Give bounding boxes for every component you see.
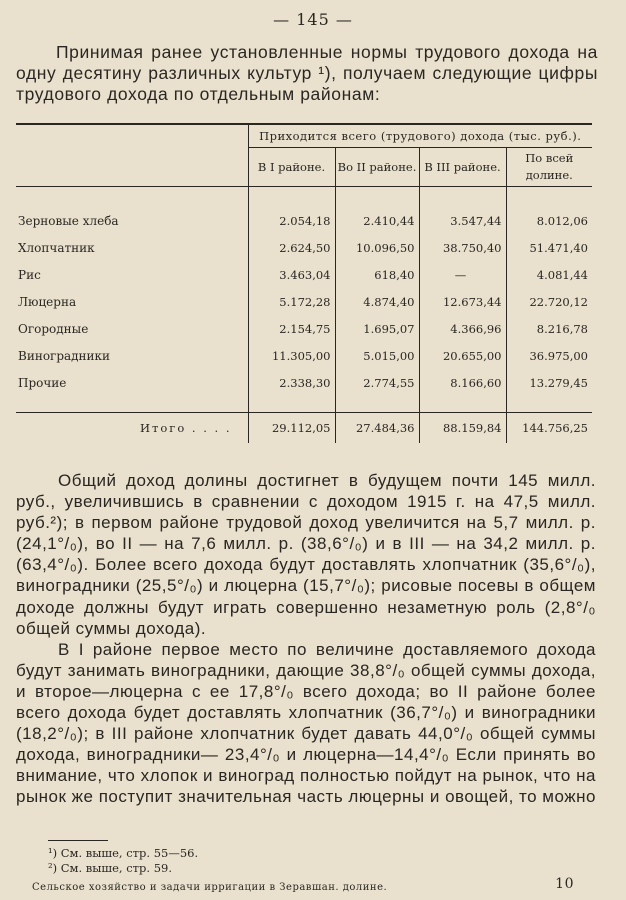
cell-value: 5.015,00 <box>335 342 419 369</box>
cell-value: — <box>419 261 506 288</box>
cell-value: 2.338,30 <box>248 369 335 396</box>
page-footer <box>32 876 592 893</box>
cell-value: 8.216,78 <box>506 315 592 342</box>
table-row <box>16 261 592 288</box>
signature-mark: 10 <box>555 876 574 892</box>
row-label: Виноградники <box>18 348 111 363</box>
column-header: По всей долине. <box>506 148 592 187</box>
table-row <box>16 288 592 315</box>
cell-value: 2.154,75 <box>248 315 335 342</box>
total-label: Итого . . . . <box>16 413 248 444</box>
cell-value: 4.874,40 <box>335 288 419 315</box>
cell-value: 3.547,44 <box>419 207 506 234</box>
row-label: Хлопчатник <box>18 240 95 255</box>
cell-value: 11.305,00 <box>248 342 335 369</box>
cell-value: 4.366,96 <box>419 315 506 342</box>
income-table <box>16 123 592 443</box>
cell-value: 1.695,07 <box>335 315 419 342</box>
body-paragraph: В I районе первое место по величине доставляемого дохода будут занимать виноградники, дающие 38,8°/₀ общей суммы дохода, и второе—люцерна с ее 17,8°/₀ всего дохода; во II районе более всего дохода будет доставлять хлопчатник (36,7°/₀) и виноградники (18,2°/₀); в III районе хлопчатник будет давать 44,0°/₀ общей суммы дохода, виноградники— 23,4°/₀ и люцерна—14,4°/₀ Если принять во внимание, что хлопок и виноград полностью пойдут на рынок, что на рынок же поступит значительная часть люцерны и овощей, то можно <box>16 639 596 807</box>
cell-value: 3.463,04 <box>248 261 335 288</box>
column-header: Во II районе. <box>335 148 419 187</box>
cell-value: 12.673,44 <box>419 288 506 315</box>
cell-value: 2.624,50 <box>248 234 335 261</box>
footnote: ¹) См. выше, стр. 55—56. <box>48 846 199 860</box>
row-label: Прочие <box>18 375 67 390</box>
row-label: Рис <box>18 267 41 282</box>
cell-value: 2.410,44 <box>335 207 419 234</box>
cell-value: 20.655,00 <box>419 342 506 369</box>
footnote: ²) См. выше, стр. 59. <box>48 861 173 875</box>
table-row <box>16 342 592 369</box>
total-value: 27.484,36 <box>335 413 419 444</box>
page-number: — 145 — <box>273 10 353 29</box>
cell-value: 2.774,55 <box>335 369 419 396</box>
row-label: Огородные <box>18 321 89 336</box>
cell-value: 5.172,28 <box>248 288 335 315</box>
cell-value: 618,40 <box>335 261 419 288</box>
cell-value: 8.166,60 <box>419 369 506 396</box>
table-row <box>16 369 592 396</box>
cell-value: 38.750,40 <box>419 234 506 261</box>
cell-value: 10.096,50 <box>335 234 419 261</box>
footnote-divider <box>48 840 108 841</box>
cell-value: 2.054,18 <box>248 207 335 234</box>
row-label: Зерновые хлеба <box>18 213 119 228</box>
footnotes <box>48 846 548 876</box>
body-text <box>16 470 596 808</box>
table-row <box>16 315 592 342</box>
body-paragraph: Общий доход долины достигнет в будущем почти 145 милл. руб., увеличившись в сравнении с доходом 1915 г. на 47,5 милл. руб.²); в первом районе трудовой доход увеличится на 5,7 милл. р. (24,1°/₀), во II — на 7,6 милл. р. (38,6°/₀) и в III — на 34,2 милл. р. (63,4°/₀). Более всего дохода будут доставлять хлопчатник (35,6°/₀), виноградники (25,5°/₀) и люцерна (15,7°/₀); рисовые посевы в общем доходе должны будут играть совершенно незаметную роль (2,8°/₀ общей суммы дохода). <box>16 471 596 638</box>
table-total-row <box>16 413 592 444</box>
table-row <box>16 207 592 234</box>
total-value: 144.756,25 <box>506 413 592 444</box>
cell-value: 4.081,44 <box>506 261 592 288</box>
total-value: 29.112,05 <box>248 413 335 444</box>
cell-value: 8.012,06 <box>506 207 592 234</box>
cell-value: 36.975,00 <box>506 342 592 369</box>
column-header: В III районе. <box>419 148 506 187</box>
table-group-header: Приходится всего (трудового) дохода (тыс. руб.). <box>248 125 592 148</box>
table-row <box>16 234 592 261</box>
footer-title: Сельское хозяйство и задачи ирригации в Зеравшан. долине. <box>32 882 388 893</box>
cell-value: 22.720,12 <box>506 288 592 315</box>
total-value: 88.159,84 <box>419 413 506 444</box>
cell-value: 51.471,40 <box>506 234 592 261</box>
column-header: В I районе. <box>248 148 335 187</box>
intro-paragraph: Принимая ранее установленные нормы трудового дохода на одну десятину различных культур ¹), получаем следующие цифры трудового дохода по отдельным районам: <box>16 42 598 104</box>
cell-value: 13.279,45 <box>506 369 592 396</box>
row-label: Люцерна <box>18 294 77 309</box>
